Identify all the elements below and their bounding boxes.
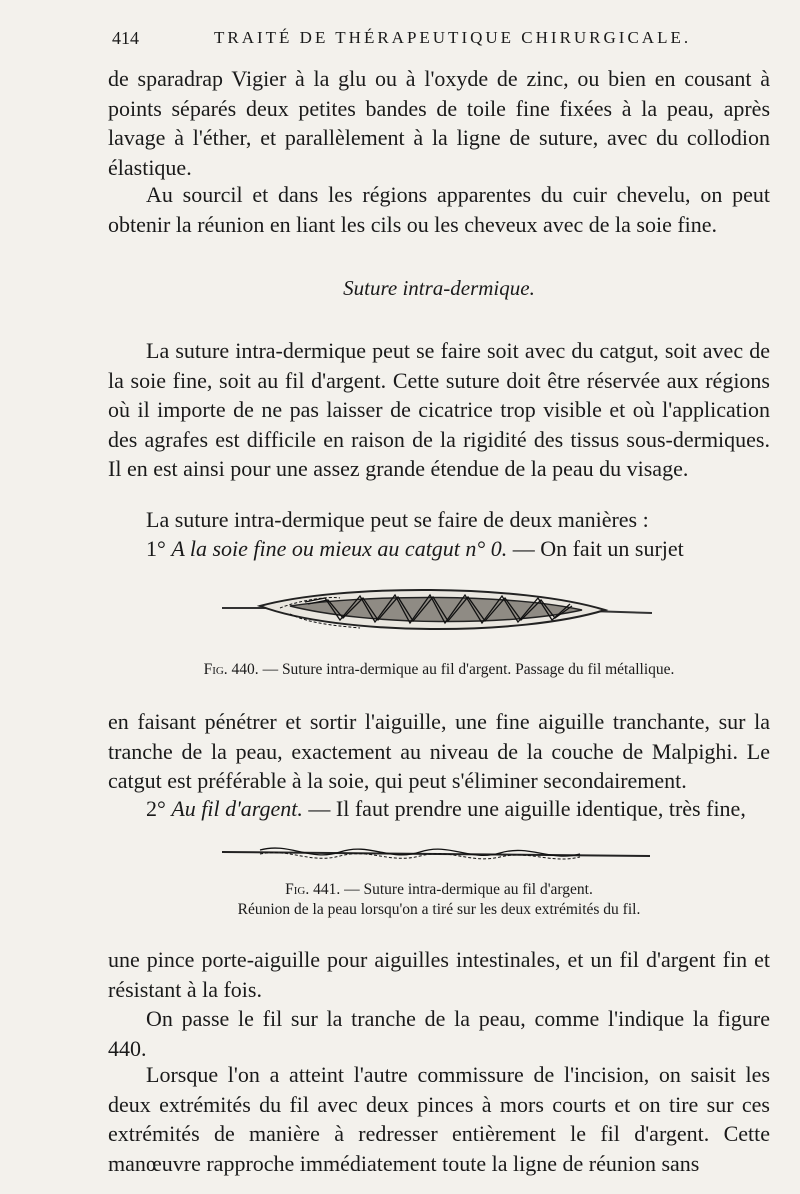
paragraph-continuation: de sparadrap Vigier à la glu ou à l'oxyde de zinc, ou bien en cousant à points séparés deux petites bandes de toile fine fixées à la peau, après lavage à l'éther, et parallèlement à la ligne de suture, avec du collodion élastique. bbox=[108, 66, 770, 180]
figure-440-label: Fig. 440. bbox=[203, 661, 259, 678]
figure-441-caption-line1: — Suture intra-dermique au fil d'argent. bbox=[344, 881, 593, 898]
method-2-title: Au fil d'argent. bbox=[171, 796, 303, 821]
method-1-number: 1° bbox=[146, 536, 166, 561]
paragraph-aiguille: en faisant pénétrer et sortir l'aiguille, une fine aiguille tranchante, sur la tranche de la peau, exactement au niveau de la couche de Malpighi. Le catgut est préférable à la soie, qui peut s'éliminer secondairement. bbox=[108, 709, 770, 793]
figure-441-caption bbox=[108, 880, 770, 920]
figure-441-illustration bbox=[220, 838, 652, 868]
paragraph-commissure: Lorsque l'on a atteint l'autre commissure de l'incision, on saisit les deux extrémités du fil avec deux pinces à mors courts et on tire sur ces extrémités de manière à redresser entièrement le fil d'argent. Cette manœuvre rapproche immédiatement toute la ligne de réunion sans bbox=[108, 1062, 770, 1176]
paragraph-method-1 bbox=[108, 534, 770, 564]
paragraph-suture-intro: La suture intra-dermique peut se faire soit avec du catgut, soit avec de la soie fine, soit au fil d'argent. Cette suture doit être réservée aux régions où il importe de ne pas laisser de cicatrice trop visible et où l'application des agrafes est difficile en raison de la rigidité des tissus sous-dermiques. Il en est ainsi pour une assez grande étendue de la peau du visage. bbox=[108, 338, 770, 481]
paragraph-passe-fil: On passe le fil sur la tranche de la peau, comme l'indique la figure 440. bbox=[108, 1006, 770, 1061]
page-header bbox=[112, 26, 772, 52]
method-2-number: 2° bbox=[146, 796, 166, 821]
figure-440-illustration bbox=[220, 586, 660, 646]
figure-440-caption-text: — Suture intra-dermique au fil d'argent. Passage du fil métallique. bbox=[262, 661, 675, 678]
figure-440-caption bbox=[108, 660, 770, 680]
paragraph-sourcil: Au sourcil et dans les régions apparentes du cuir chevelu, on peut obtenir la réunion en liant les cils ou les cheveux avec de la soie fine. bbox=[108, 182, 770, 237]
method-1-text: — On fait un surjet bbox=[512, 536, 684, 561]
paragraph-pince: une pince porte-aiguille pour aiguilles intestinales, et un fil d'argent fin et résistant à la fois. bbox=[108, 947, 770, 1002]
running-title: TRAITÉ DE THÉRAPEUTIQUE CHIRURGICALE. bbox=[214, 28, 692, 47]
method-1-title: A la soie fine ou mieux au catgut n° 0. bbox=[171, 536, 508, 561]
paragraph-deux-manieres: La suture intra-dermique peut se faire de deux manières : bbox=[146, 507, 649, 532]
figure-441-caption-line2: Réunion de la peau lorsqu'on a tiré sur les deux extrémités du fil. bbox=[237, 901, 641, 918]
method-2-text: — Il faut prendre une aiguille identique, très fine, bbox=[308, 796, 746, 821]
figure-441-label: Fig. 441. bbox=[285, 881, 341, 898]
page-number: 414 bbox=[112, 28, 139, 48]
paragraph-method-2 bbox=[108, 794, 770, 824]
section-title: Suture intra-dermique. bbox=[343, 276, 535, 300]
